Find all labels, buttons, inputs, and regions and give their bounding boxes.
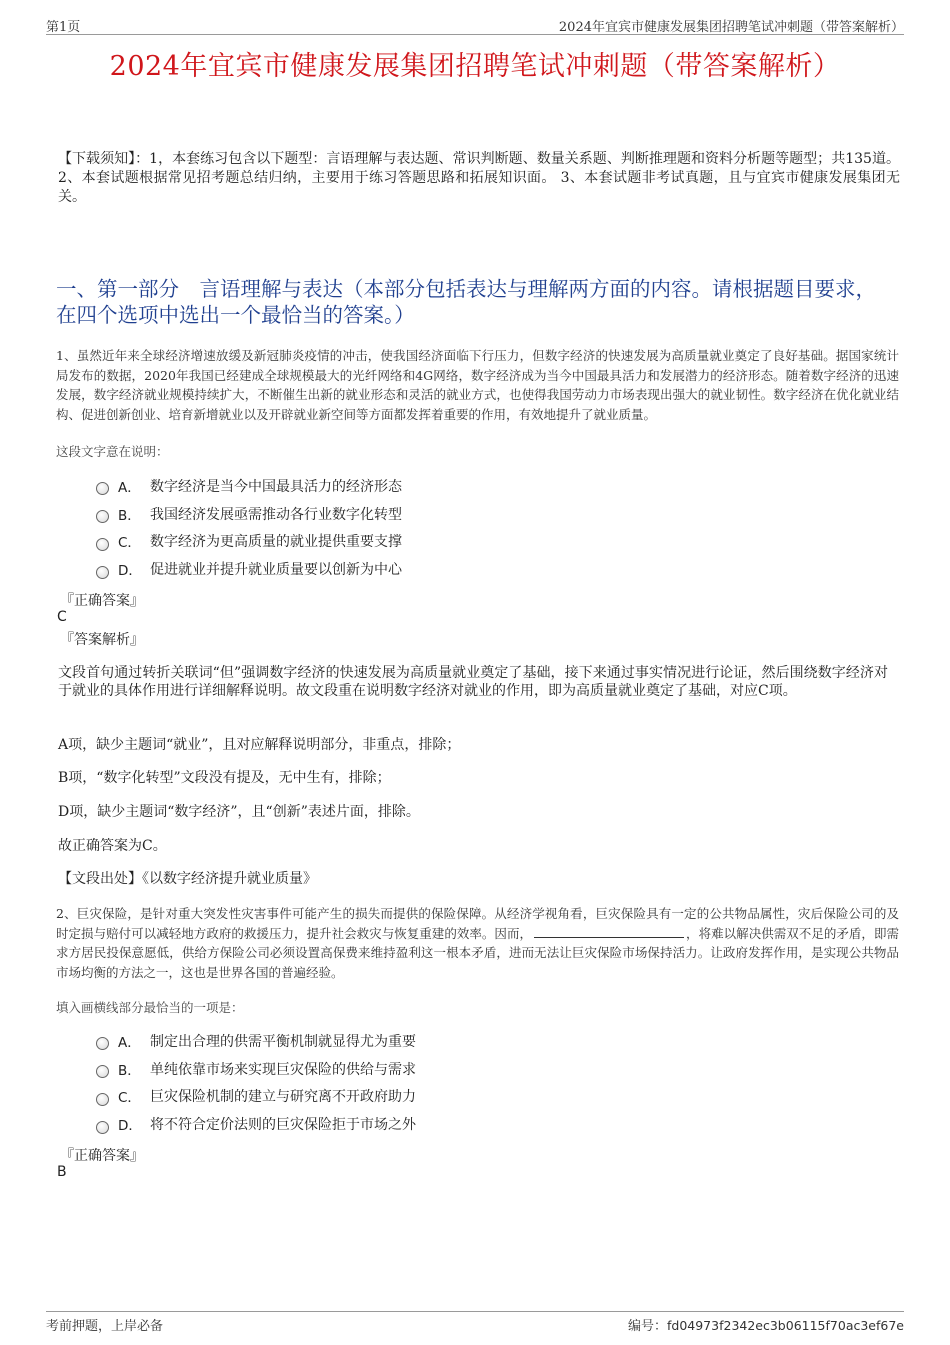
- radio-icon[interactable]: [96, 510, 109, 523]
- question-1-conclusion: 故正确答案为C。: [58, 838, 167, 854]
- radio-icon[interactable]: [96, 538, 109, 551]
- option-letter: B．: [118, 507, 141, 524]
- footer-slogan: 考前押题，上岸必备: [46, 1319, 164, 1334]
- footer-code-label: 编号：: [627, 1319, 667, 1334]
- option-letter: D．: [118, 1118, 142, 1135]
- page-header: [46, 14, 904, 35]
- footer-code-value: fd04973f2342ec3b06115f70ac3ef67e: [666, 1318, 904, 1333]
- question-2-text-before: 2、巨灾保险，是针对重大突发性灾害事件可能产生的损失而提供的保险保障。从经济学视角看，巨灾保险具有一定的公共物品属性，灾后保险公司的及时定损与赔付可以减轻地方政府的救援压力，提升社会救灾与恢复重建的效率。因而，: [56, 906, 899, 941]
- radio-icon[interactable]: [96, 1037, 109, 1050]
- option-text: 单纯依靠市场来实现巨灾保险的供给与需求: [150, 1061, 416, 1078]
- question-1-option-c[interactable]: [96, 528, 596, 556]
- section-title: 一、第一部分 言语理解与表达（本部分包括表达与理解两方面的内容。请根据题目要求，在四个选项中选出一个最恰当的答案。）: [56, 277, 876, 327]
- option-letter: B．: [118, 1062, 141, 1079]
- question-2-prompt: 填入画横线部分最恰当的一项是：: [56, 1000, 244, 1015]
- question-2-text: [56, 904, 899, 982]
- question-2-option-a[interactable]: [96, 1027, 596, 1055]
- question-1-analysis-label: 『答案解析』: [60, 632, 144, 648]
- option-letter: A．: [118, 1034, 141, 1051]
- question-1-option-a[interactable]: [96, 472, 596, 500]
- download-notice: 【下载须知】：1，本套练习包含以下题型：言语理解与表达题、常识判断题、数量关系题、判断推理题和资料分析题等题型；共135道。 2、本套试题根据常见招考题总结归纳，主要用于练习答题思路和拓展知识面。 3、本套试题非考试真题，且与宜宾市健康发展集团无关。: [58, 151, 900, 205]
- option-letter: D．: [118, 563, 142, 580]
- question-2-answer: B: [57, 1164, 67, 1180]
- option-text: 促进就业并提升就业质量要以创新为中心: [150, 562, 402, 579]
- footer-code: [628, 1315, 904, 1334]
- question-1-answer-label: 『正确答案』: [60, 593, 144, 609]
- option-letter: A．: [118, 479, 141, 496]
- question-1-analysis-d: D项，缺少主题词“数字经济”，且“创新”表述片面，排除。: [58, 804, 420, 820]
- radio-icon[interactable]: [96, 1093, 109, 1106]
- option-text: 数字经济为更高质量的就业提供重要支撑: [150, 534, 402, 551]
- radio-icon[interactable]: [96, 1121, 109, 1134]
- question-1-text: 1、虽然近年来全球经济增速放缓及新冠肺炎疫情的冲击，使我国经济面临下行压力，但数字经济的快速发展为高质量就业奠定了良好基础。据国家统计局发布的数据，2020年我国已经建成全球规模最大的光纤网络和4G网络，数字经济成为当今中国最具活力和发展潜力的经济形态。随着数字经济的迅速发展，数字经济就业规模持续扩大，不断催生出新的就业形态和灵活的就业方式，也使得我国劳动力市场表现出强大的就业韧性。数字经济在优化就业结构、促进创新创业、培育新增就业以及开辟就业新空间等方面都发挥着重要的作用，有效地提升了就业质量。: [56, 348, 899, 422]
- option-text: 制定出合理的供需平衡机制就显得尤为重要: [150, 1033, 416, 1050]
- question-1-options: [96, 472, 596, 583]
- option-text: 将不符合定价法则的巨灾保险拒于市场之外: [150, 1117, 416, 1134]
- page-footer: [46, 1311, 904, 1334]
- question-1-prompt: 这段文字意在说明：: [56, 444, 169, 459]
- question-1-option-b[interactable]: [96, 500, 596, 528]
- option-letter: C．: [118, 1090, 141, 1107]
- question-2-option-d[interactable]: [96, 1110, 596, 1138]
- radio-icon[interactable]: [96, 566, 109, 579]
- question-2-option-c[interactable]: [96, 1083, 596, 1111]
- radio-icon[interactable]: [96, 1065, 109, 1078]
- question-2-option-b[interactable]: [96, 1055, 596, 1083]
- question-1-analysis-b: B项，“数字化转型”文段没有提及，无中生有，排除；: [58, 770, 391, 786]
- question-2-options: [96, 1027, 596, 1138]
- option-text: 巨灾保险机制的建立与研究离不开政府助力: [150, 1089, 416, 1106]
- question-1-option-d[interactable]: [96, 555, 596, 583]
- header-doc-title: 2024年宜宾市健康发展集团招聘笔试冲刺题（带答案解析）: [558, 20, 904, 35]
- answer-blank: [534, 925, 684, 938]
- option-letter: C．: [118, 535, 141, 552]
- question-2-answer-label: 『正确答案』: [60, 1148, 144, 1164]
- radio-icon[interactable]: [96, 482, 109, 495]
- question-1-analysis: 文段首句通过转折关联词“但”强调数字经济的快速发展为高质量就业奠定了基础，接下来通过事实情况进行论证，然后围绕数字经济对于就业的具体作用进行详细解释说明。故文段重在说明数字经济对就业的作用，即为高质量就业奠定了基础，对应C项。: [58, 665, 888, 699]
- document-title: 2024年宜宾市健康发展集团招聘笔试冲刺题（带答案解析）: [109, 51, 841, 82]
- question-1-analysis-a: A项，缺少主题词“就业”，且对应解释说明部分，非重点，排除；: [58, 737, 461, 753]
- page-number: 第1页: [46, 20, 81, 35]
- question-1-source: 【文段出处】《以数字经济提升就业质量》: [58, 871, 317, 887]
- question-2-text-after: ，将难以解决供需双不足的矛盾，即需求方居民投保意愿低，供给方保险公司必须设置高保费来维持盈利这一根本矛盾，进而无法让巨灾保险市场保持活力。让政府发挥作用，是实现公共物品市场均衡的方法之一，这也是世界各国的普遍经验。: [56, 925, 899, 980]
- option-text: 数字经济是当今中国最具活力的经济形态: [150, 478, 402, 495]
- option-text: 我国经济发展亟需推动各行业数字化转型: [150, 506, 402, 523]
- question-1-answer: C: [57, 609, 67, 625]
